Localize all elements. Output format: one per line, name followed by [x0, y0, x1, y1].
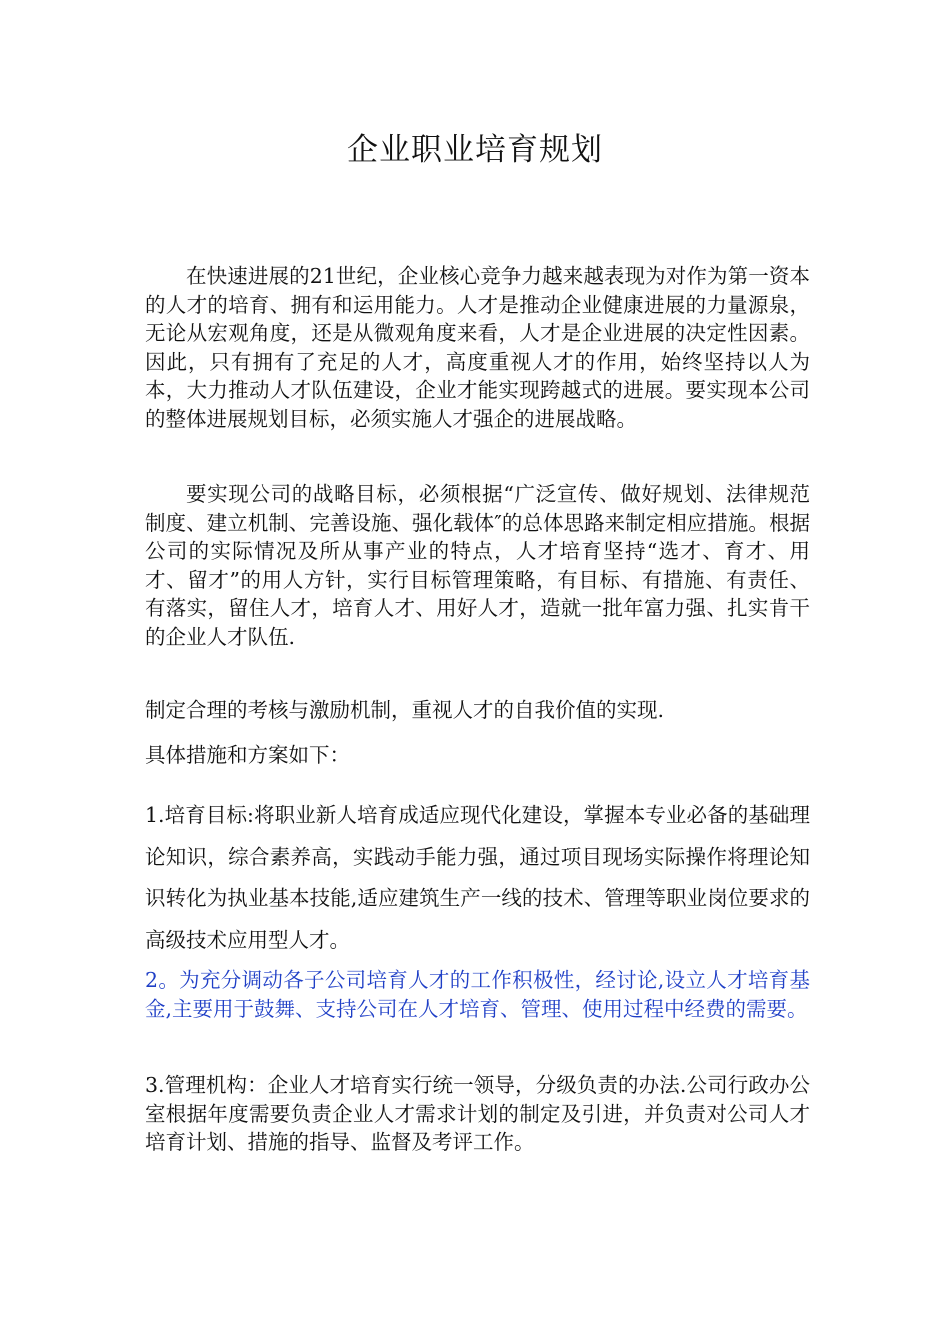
paragraph-incentive: 制定合理的考核与激励机制，重视人才的自我价值的实现. — [145, 698, 665, 722]
document-title: 企业职业培育规划 — [347, 132, 603, 168]
paragraph-strategy: 要实现公司的战略目标，必须根据“广泛宣传、做好规划、法律规范制度、建立机制、完善设施、强化载体″的总体思路来制定相应措施。根据公司的实际情况及所从事产业的特点，人才培育坚持“选才、育才、用才、留才”的用人方针，实行目标管理策略，有目标、有措施、有责任、有落实，留住人才，培育人才、用好人才，造就一批年富力强、扎实肯干的企业人才队伍. — [145, 482, 810, 649]
paragraph-item-2-fund: 2。为充分调动各子公司培育人才的工作积极性，经讨论,设立人才培育基金,主要用于鼓舞、支持公司在人才培育、管理、使用过程中经费的需要。 — [145, 968, 810, 1021]
paragraph-item-3-management: 3.管理机构：企业人才培育实行统一领导，分级负责的办法.公司行政办公室根据年度需要负责企业人才需求计划的制定及引进，并负责对公司人才培育计划、措施的指导、监督及考评工作。 — [145, 1073, 810, 1155]
paragraph-item-1-goal: 1.培育目标:将职业新人培育成适应现代化建设，掌握本专业必备的基础理论知识，综合素养高，实践动手能力强，通过项目现场实际操作将理论知识转化为执业基本技能,适应建筑生产一线的技术、管理等职业岗位要求的高级技术应用型人才。 — [145, 803, 810, 952]
paragraph-measures-heading: 具体措施和方案如下： — [145, 743, 350, 767]
paragraph-intro: 在快速进展的21世纪，企业核心竞争力越来越表现为对作为第一资本的人才的培育、拥有和运用能力。人才是推动企业健康进展的力量源泉，无论从宏观角度，还是从微观角度来看，人才是企业进展的决定性因素。因此，只有拥有了充足的人才，高度重视人才的作用，始终坚持以人为本，大力推动人才队伍建设，企业才能实现跨越式的进展。要实现本公司的整体进展规划目标，必须实施人才强企的进展战略。 — [145, 264, 810, 431]
